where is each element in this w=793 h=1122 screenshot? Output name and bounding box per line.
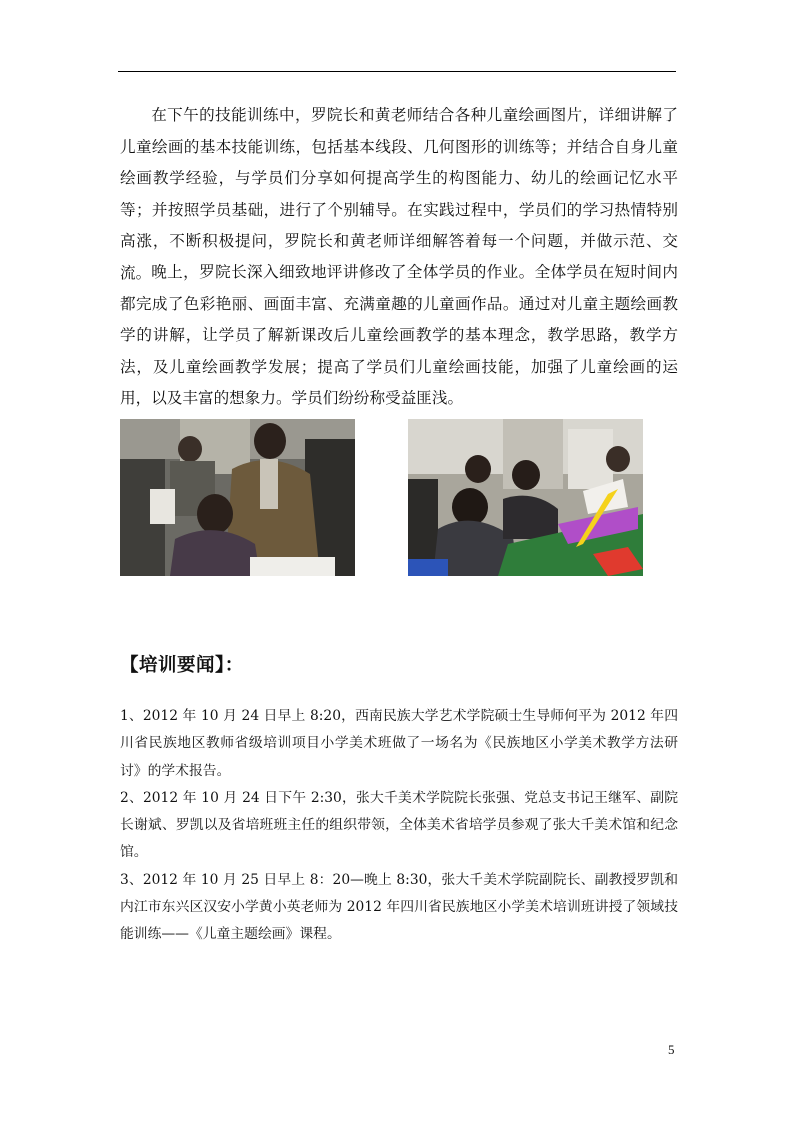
header-rule — [118, 71, 676, 72]
training-news-list — [120, 703, 678, 949]
training-photo-students-painting — [408, 419, 643, 576]
news-item: 1、2012 年 10 月 24 日早上 8:20，西南民族大学艺术学院硕士生导师何平为 2012 年四川省民族地区教师省级培训项目小学美术班做了一场名为《民族地区小学美术教学方法研讨》的学术报告。 — [120, 708, 678, 779]
training-photo-teacher-guidance — [120, 419, 355, 576]
paragraph-evening-review: 晚上，罗院长深入细致地评讲修改了全体学员的作业。全体学员在短时间内都完成了色彩艳丽、画面丰富、充满童趣的儿童画作品。通过对儿童主题绘画教学的讲解，让学员了解新课改后儿童绘画教学的基本理念，教学思路，教学方法，及儿童绘画教学发展；提高了学员们儿童绘画技能，加强了儿童绘画的运用，以及丰富的想象力。学员们纷纷称受益匪浅。 — [120, 263, 678, 407]
news-item: 2、2012 年 10 月 24 日下午 2:30，张大千美术学院院长张强、党总支书记王继军、副院长谢斌、罗凯以及省培班班主任的组织带领，全体美术省培学员参观了张大千美术馆和纪念馆。 — [120, 789, 678, 861]
paragraph-afternoon-training: 在下午的技能训练中，罗院长和黄老师结合各种儿童绘画图片，详细讲解了儿童绘画的基本技能训练，包括基本线段、几何图形的训练等；并结合自身儿童绘画教学经验，与学员们分享如何提高学生的构图能力、幼儿的绘画记忆水平等；并按照学员基础，进行了个别辅导。在实践过程中，学员们的学习热情特别高涨，不断积极提问，罗院长和黄老师详细解答着每一个问题，并做示范、交流。 — [120, 106, 678, 282]
section-heading-training-news: 【培训要闻】： — [120, 655, 244, 676]
page-number: 5 — [668, 1042, 675, 1057]
news-item: 3、2012 年 10 月 25 日早上 8：20—晚上 8:30，张大千美术学院副院长、副教授罗凯和内江市东兴区汉安小学黄小英老师为 2012 年四川省民族地区小学美术培训班讲授了领域技能训练——《儿童主题绘画》课程。 — [120, 871, 678, 943]
